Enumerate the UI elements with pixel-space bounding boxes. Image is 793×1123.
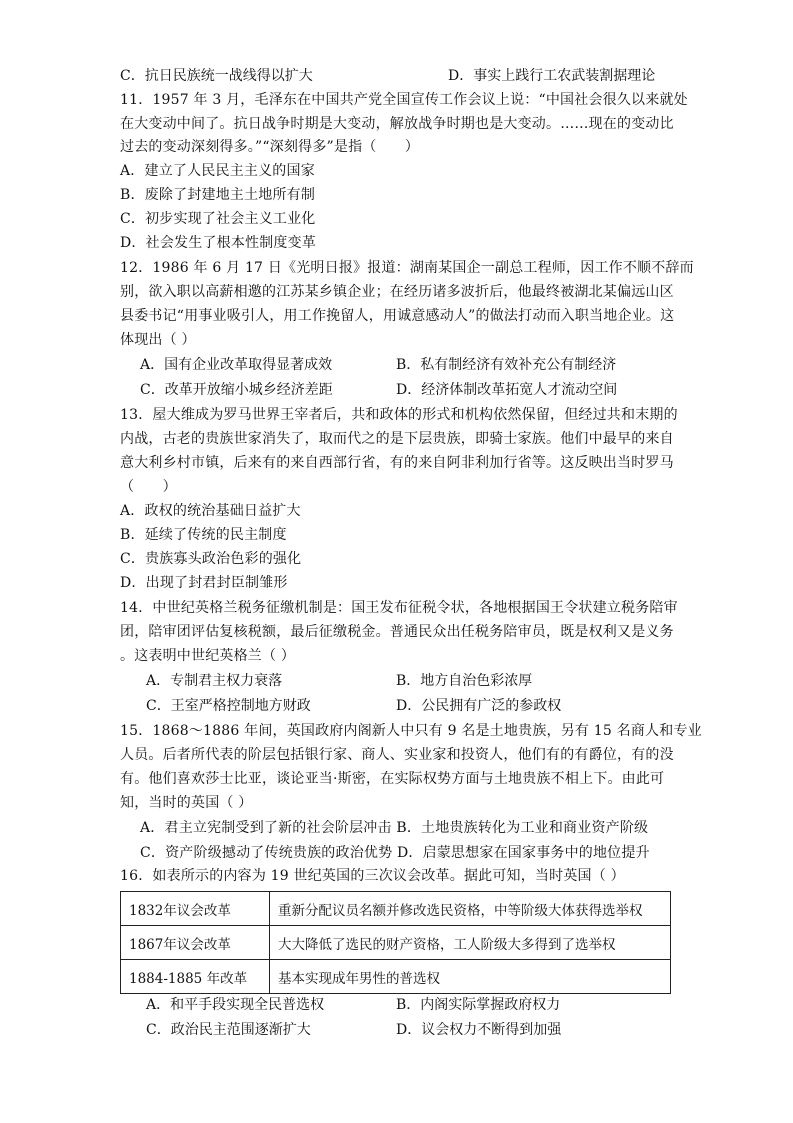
q14-option-a: A．专制君主权力衰落: [146, 673, 283, 689]
q12-stem-line: 别，欲入职以高薪相邀的江苏某乡镇企业；在经历诸多波折后，他最终被湖北某偏远山区: [120, 284, 674, 300]
q12-option-d: D．经济体制改革拓宽人才流动空间: [396, 382, 618, 398]
q15-stem-line: 人员。后者所代表的阶层包括银行家、商人、实业家和投资人，他们有的有爵位，有的没: [120, 747, 674, 763]
q14-stem-line: 。这表明中世纪英格兰（ ）: [120, 648, 296, 664]
q14-options-ab: [0, 671, 793, 691]
q12-stem-line: 12．1986 年 6 月 17 日《光明日报》报道：湖南某国企一副总工程师，因工作不顺不辞而: [120, 260, 694, 276]
q12-option-c: C．改革开放缩小城乡经济差距: [140, 382, 333, 398]
q13-option-c: C．贵族寡头政治色彩的强化: [120, 551, 302, 567]
q15-stem-line: 有。他们喜欢莎士比亚，谈论亚当·斯密，在实际权势方面与土地贵族不相上下。由此可: [120, 771, 665, 787]
q15-stem-line: 15．1868～1886 年间，英国政府内阁新人中只有 9 名是土地贵族，另有 15 名商人和专业: [120, 723, 702, 739]
table-cell-content: 基本实现成年男性的普选权: [270, 960, 671, 994]
q16-options-cd: [0, 1020, 793, 1040]
table-row: [121, 892, 671, 926]
q14-option-c: C．王室严格控制地方财政: [146, 698, 311, 714]
table-row: [121, 926, 671, 960]
q10-options-cd: [0, 66, 793, 86]
q13-option-a: A．政权的统治基础日益扩大: [120, 503, 301, 519]
q12-option-b: B．私有制经济有效补充公有制经济: [396, 357, 617, 373]
table-row: [121, 960, 671, 994]
q16-option-b: B．内阁实际掌握政府权力: [396, 997, 561, 1013]
q15-stem-line: 知，当时的英国（ ）: [120, 795, 253, 811]
q12-stem-line: 体现出（ ）: [120, 332, 196, 348]
q14-stem-line: 团，陪审团评估复核税额，最后征缴税金。普通民众出任税务陪审员，既是权利又是义务: [120, 624, 674, 640]
q10-option-c: C．抗日民族统一战线得以扩大: [120, 68, 313, 84]
q11-stem-line: 11．1957 年 3 月，毛泽东在中国共产党全国宣传工作会议上说：“中国社会很久以来就处: [120, 92, 688, 108]
q12-stem-line: 县委书记“用事业吸引人，用工作挽留人，用诚意感动人”的做法打动而入职当地企业。这: [120, 308, 675, 324]
q13-stem-line: （ ）: [120, 479, 177, 495]
q14-option-d: D．公民拥有广泛的参政权: [396, 698, 562, 714]
q11-option-c: C．初步实现了社会主义工业化: [120, 211, 316, 227]
q11-option-b: B．废除了封建地主土地所有制: [120, 187, 316, 203]
q15-options-cd: C．资产阶级撼动了传统贵族的政治优势 D．启蒙思想家在国家事务中的地位提升: [140, 845, 650, 861]
q14-option-b: B．地方自治色彩浓厚: [396, 673, 533, 689]
table-cell-content: 大大降低了选民的财产资格，工人阶级大多得到了选举权: [270, 926, 671, 960]
q12-options-cd: [0, 380, 793, 400]
q14-stem-line: 14．中世纪英格兰税务征缴机制是：国王发布征税令状，各地根据国王令状建立税务陪审: [120, 600, 678, 616]
table-cell-reform: 1884-1885 年改革: [121, 960, 270, 994]
q16-option-a: A．和平手段实现全民普选权: [146, 997, 325, 1013]
table-cell-reform: 1867年议会改革: [121, 926, 270, 960]
q16-options-ab: [0, 995, 793, 1015]
q13-stem-line: 内战，古老的贵族世家消失了，取而代之的是下层贵族，即骑士家族。他们中最早的来自: [120, 431, 674, 447]
table-cell-content: 重新分配议员名额并修改选民资格，中等阶级大体获得选举权: [270, 892, 671, 926]
q10-option-d: D．事实上践行工农武装割据理论: [448, 68, 656, 84]
q13-option-b: B．延续了传统的民主制度: [120, 527, 287, 543]
q11-option-d: D．社会发生了根本性制度变革: [120, 235, 317, 251]
q12-options-ab: [0, 355, 793, 375]
q13-stem-line: 意大利乡村市镇，后来有的来自西部行省，有的来自阿非利加行省等。这反映出当时罗马: [120, 455, 674, 471]
q11-stem-line: 过去的变动深刻得多。”“深刻得多”是指（ ）: [120, 139, 420, 155]
q16-stem: 16．如表所示的内容为 19 世纪英国的三次议会改革。据此可知，当时英国（ ）: [120, 868, 625, 884]
table-cell-reform: 1832年议会改革: [121, 892, 270, 926]
q13-stem-line: 13．屋大维成为罗马世界王宰者后，共和政体的形式和机构依然保留，但经过共和末期的: [120, 407, 678, 423]
q14-options-cd: [0, 696, 793, 716]
q12-option-a: A．国有企业改革取得显著成效: [140, 357, 333, 373]
q11-stem-line: 在大变动中间了。抗日战争时期是大变动，解放战争时期也是大变动。……现在的变动比: [120, 116, 674, 132]
q16-option-c: C．政治民主范围逐渐扩大: [146, 1022, 311, 1038]
q13-option-d: D．出现了封君封臣制雏形: [120, 575, 288, 591]
q11-option-a: A．建立了人民民主主义的国家: [120, 163, 315, 179]
q16-option-d: D．议会权力不断得到加强: [396, 1022, 562, 1038]
reform-table: [120, 891, 671, 994]
q15-options-ab: A．君主立宪制受到了新的社会阶层冲击 B．土地贵族转化为工业和商业资产阶级: [140, 820, 649, 836]
